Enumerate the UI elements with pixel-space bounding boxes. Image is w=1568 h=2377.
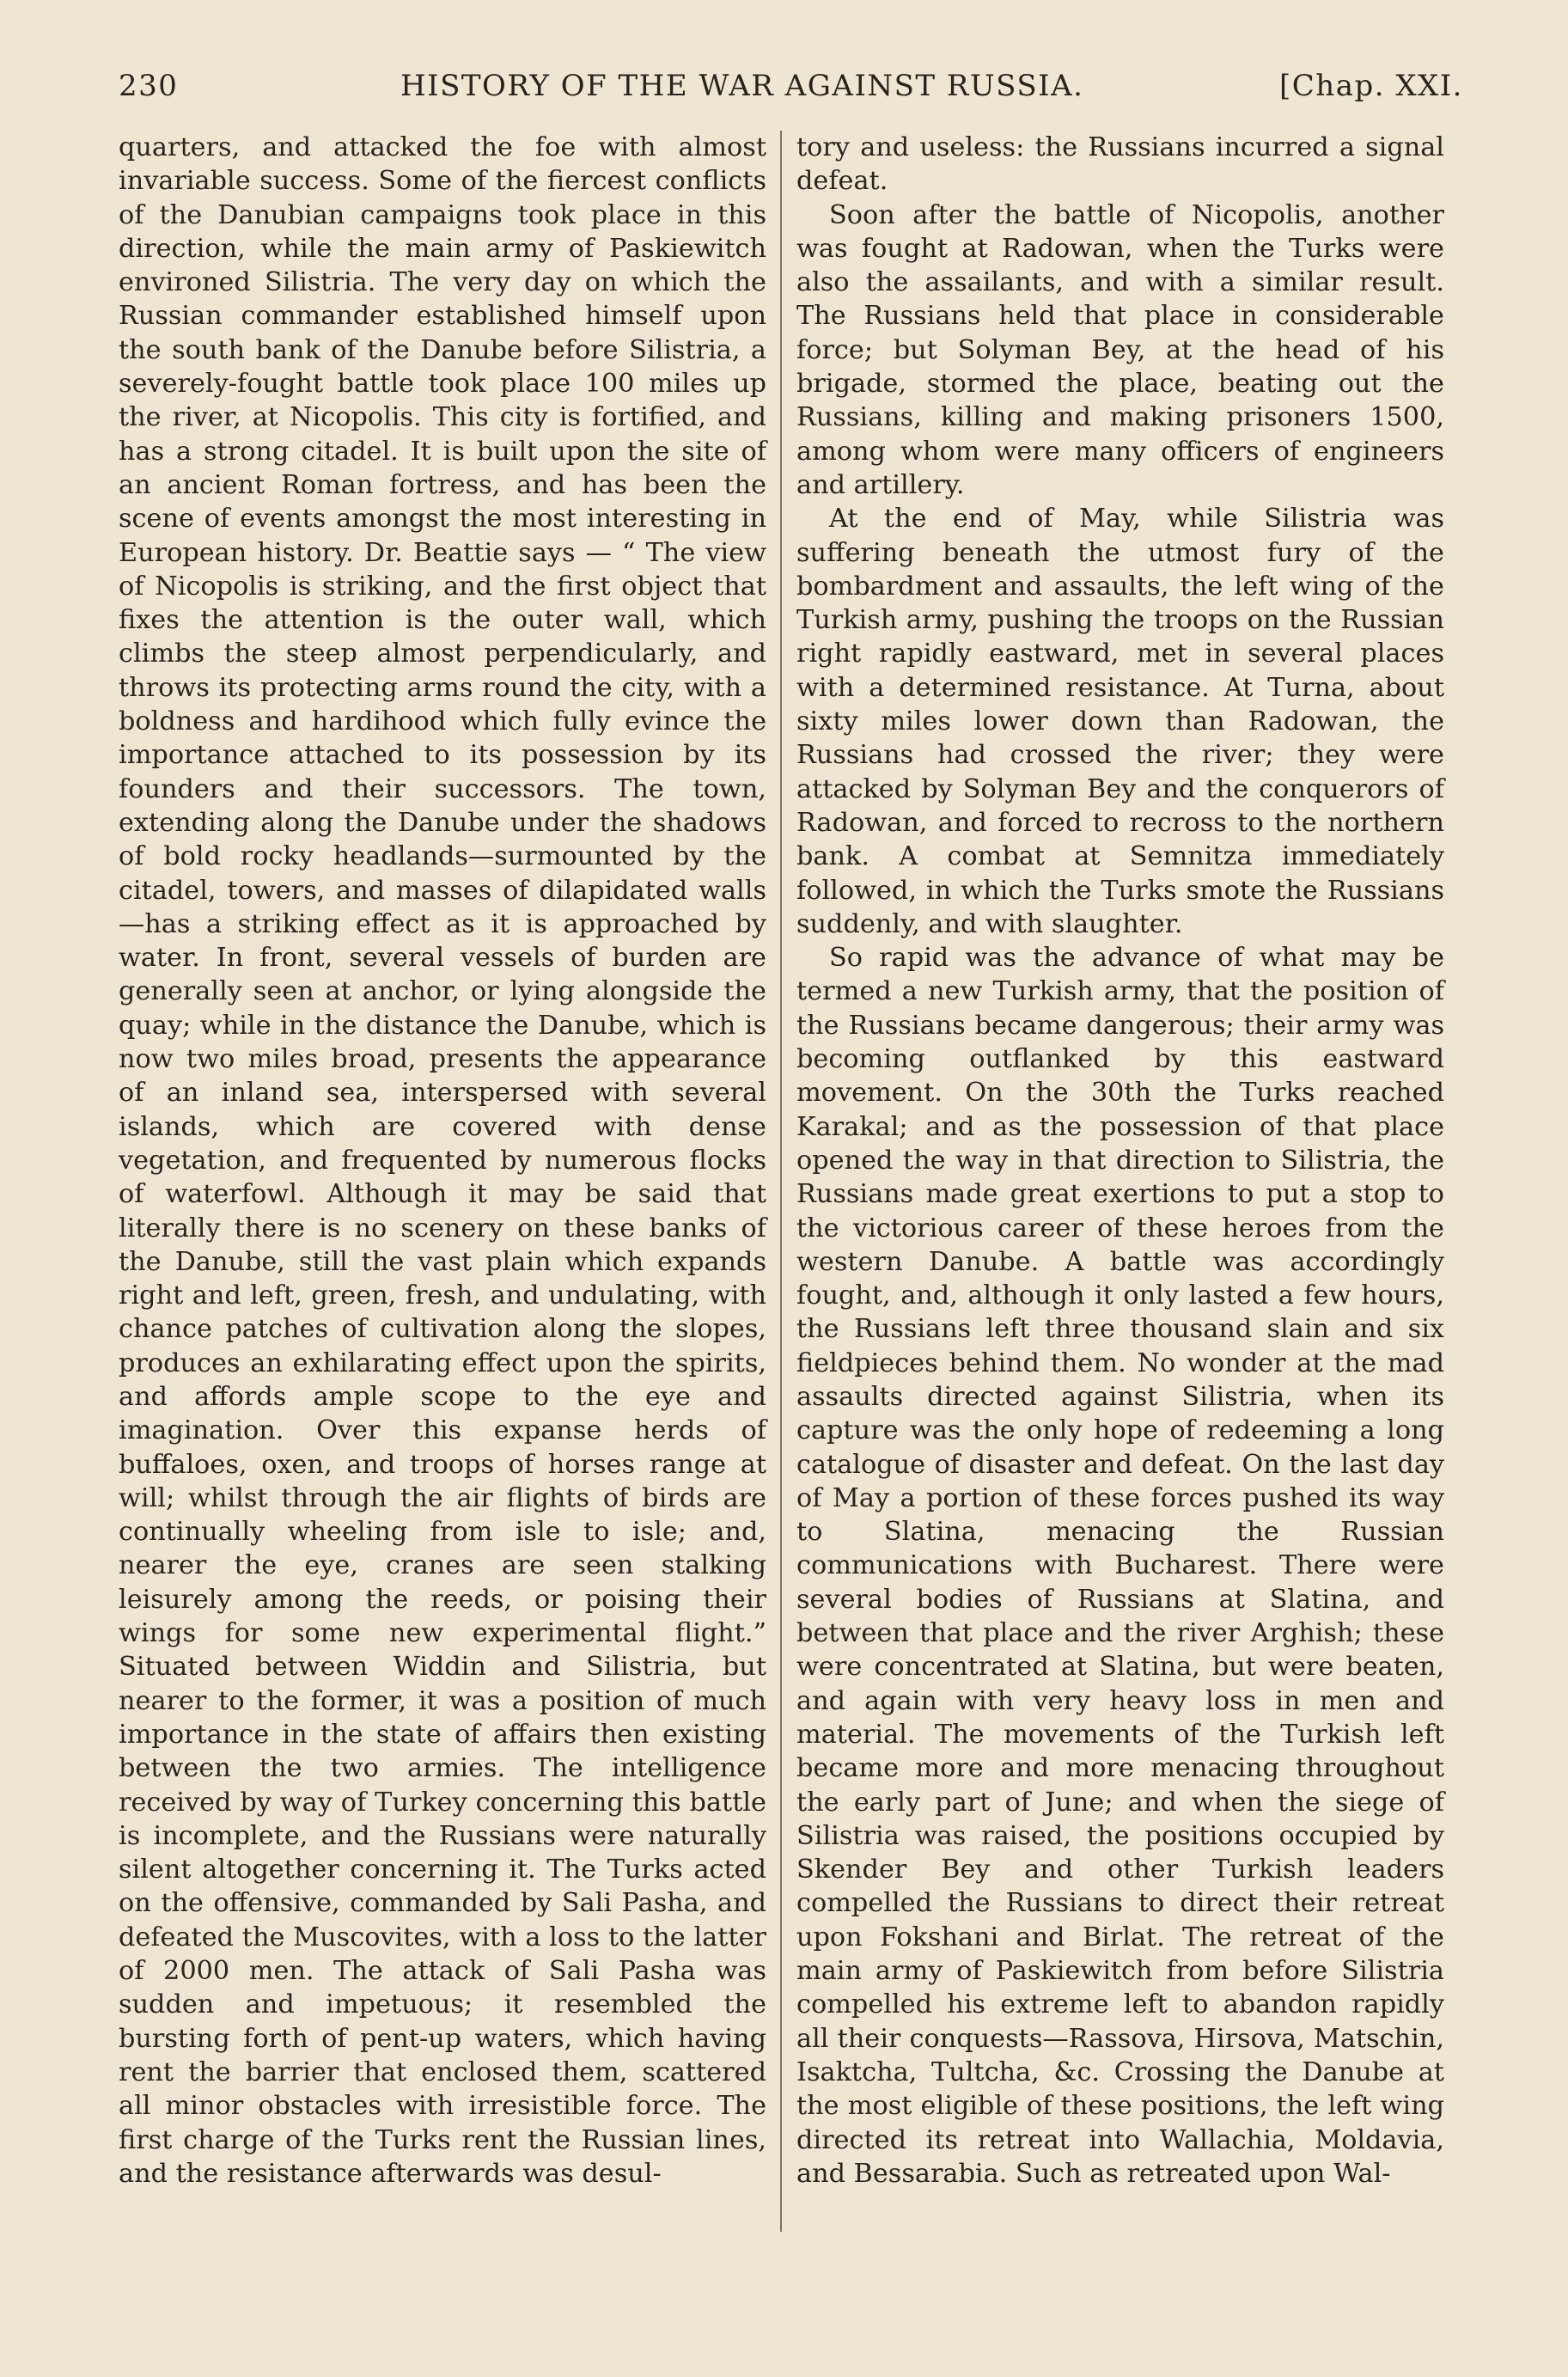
paragraph: So rapid was the advance of what may be termed a new Turkish army, that the position of the Russians became dangerous; their army was becoming outflanked by this eastward movement. On the 30th the Turks reached Karakal; and as the possession of that place opened the way in that direction to Silistria, the Russians made great exertions to put a stop to the victorious career of these heroes from the western Danube. A battle was accordingly fought, and, although it only lasted a few hours, the Russians left three thousand slain and six fieldpieces behind them. No wonder at the mad assaults directed against Silistria, when its capture was the only hope of redeeming a long catalogue of disaster and defeat. On the last day of May a portion of these forces pushed its way to Slatina, menacing the Russian communications with Bucharest. There were several bodies of Russians at Slatina, and between that place and the river Arghish; these were concentrated at Slatina, but were beaten, and again with very heavy loss in men and material. The movements of the Turkish left became more and more menacing throughout the early part of June; and when the siege of Silistria was raised, the positions occupied by Skender Bey and other Turkish leaders compelled the Russians to direct their retreat upon Fokshani and Birlat. The retreat of the main army of Paskiewitch from before Silistria compelled his extreme left to abandon rapidly all their conquests—Rassova, Hirsova, Matschin, Isaktcha, Tultcha, &c. Crossing the Danube at the most eligible of these positions, the left wing directed its retreat into Wallachia, Moldavia, and Bessarabia. Such as retreated upon Wal- xyxy=(796,943,1444,2189)
chapter-reference: [Chap. XXI. xyxy=(1279,69,1463,103)
paragraph: quarters, and attacked the foe with almost invariable success. Some of the fiercest conflicts of the Danubian campaigns took place in this direction, while the main army of Paskiewitch environed Silistria. The very day on which the Russian commander established himself upon the south bank of the Danube before Silistria, a severely-fought battle took place 100 miles up the river, at Nicopolis. This city is fortified, and has a strong citadel. It is built upon the site of an ancient Roman fortress, and has been the scene of events amongst the most interesting in European history. Dr. Beattie says — “ The view of Nicopolis is striking, and the first object that fixes the attention is the outer wall, which climbs the steep almost perpendicularly, and throws its protecting arms round the city, with a boldness and hardihood which fully evince the importance attached to its possession by its founders and their successors. The town, extending along the Danube under the shadows of bold rocky headlands—surmounted by the citadel, towers, and masses of dilapidated walls —has a striking effect as it is approached by water. In front, several vessels of burden are generally seen at anchor, or lying alongside the quay; while in the distance the Danube, which is now two miles broad, presents the appearance of an inland sea, interspersed with several islands, which are covered with dense vegetation, and frequented by numerous flocks of waterfowl. Although it may be said that literally there is no scenery on these banks of the Danube, still the vast plain which expands right and left, green, fresh, and undulating, with chance patches of cultivation along the slopes, produces an exhilarating effect upon the spirits, and affords ample scope to the eye and imagination. Over this expanse herds of buffaloes, oxen, and troops of horses range at will; whilst through the air flights of birds are continually wheeling from isle to isle; and, nearer the eye, cranes are seen stalking leisurely among the reeds, or poising their wings for some new experimental flight.” Situated between Widdin and Silistria, but nearer to the former, it was a position of much importance in the state of affairs then existing between the two armies. The intelligence received by way of Turkey concerning this battle is incomplete, and the Russians were naturally silent altogether concerning it. The Turks acted on the offensive, commanded by Sali Pasha, and defeated the Muscovites, with a loss to the latter of 2000 men. The attack of Sali Pasha was sudden and impetuous; it resembled the bursting forth of pent-up waters, which having rent the barrier that enclosed them, scattered all minor obstacles with irresistible force. The first charge of the Turks rent the Russian lines, and the resistance afterwards was desul- xyxy=(119,132,766,2189)
column-divider xyxy=(780,131,782,2232)
right-column xyxy=(796,131,1444,2191)
paragraph: tory and useless: the Russians incurred a signal defeat. xyxy=(796,132,1444,197)
paragraph: Soon after the battle of Nicopolis, another was fought at Radowan, when the Turks were also the assailants, and with a similar result. The Russians held that place in considerable force; but Solyman Bey, at the head of his brigade, stormed the place, beating out the Russians, killing and making prisoners 1500, among whom were many officers of engineers and artillery. xyxy=(796,199,1444,500)
running-title: HISTORY OF THE WAR AGAINST RUSSIA. xyxy=(400,69,1084,103)
page-number: 230 xyxy=(119,69,179,103)
paragraph: At the end of May, while Silistria was suffering beneath the utmost fury of the bombardment and assaults, the left wing of the Turkish army, pushing the troops on the Russian right rapidly eastward, met in several places with a determined resistance. At Turna, about sixty miles lower down than Radowan, the Russians had crossed the river; they were attacked by Solyman Bey and the conquerors of Radowan, and forced to recross to the northern bank. A combat at Semnitza immediately followed, in which the Turks smote the Russians suddenly, and with slaughter. xyxy=(796,504,1444,939)
left-column xyxy=(119,131,766,2191)
page-header xyxy=(119,53,1463,105)
